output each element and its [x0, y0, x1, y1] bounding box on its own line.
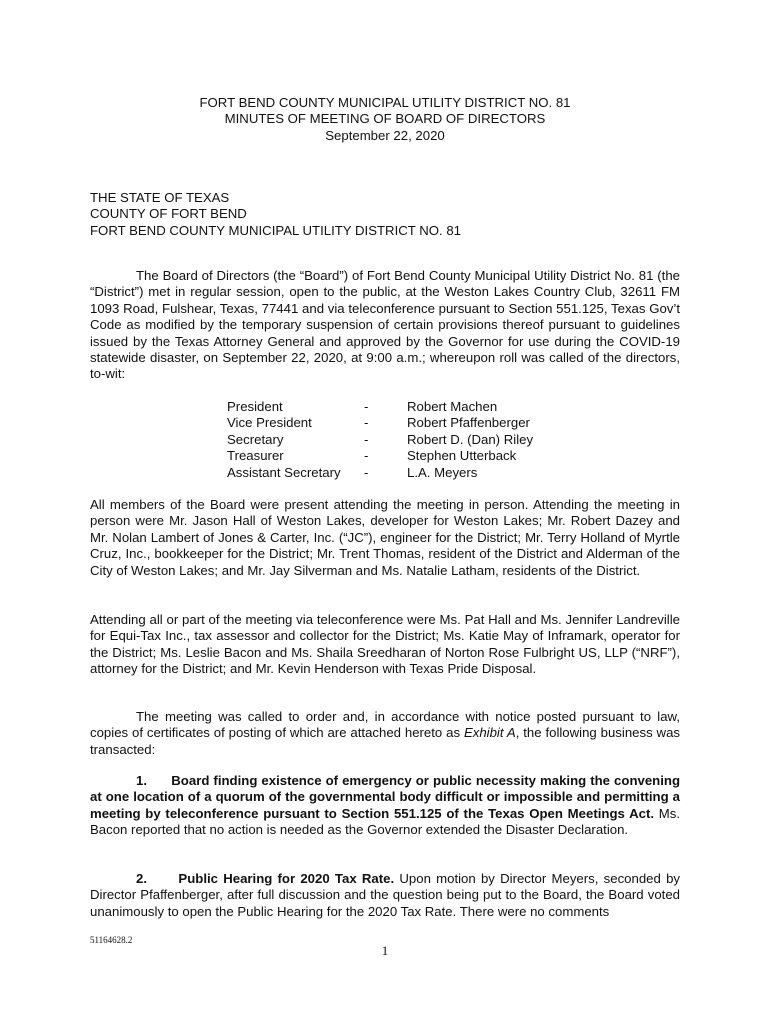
agenda-item-2: [90, 871, 680, 920]
officer-name: Stephen Utterback: [407, 448, 517, 464]
officer-name: L.A. Meyers: [407, 464, 478, 480]
officer-title: Vice President: [227, 415, 312, 431]
exhibit-reference: Exhibit A: [463, 725, 516, 741]
minutes-title: MINUTES OF MEETING OF BOARD OF DIRECTORS: [224, 111, 546, 127]
county-line: COUNTY OF FORT BEND: [90, 206, 247, 222]
document-header: [0, 95, 770, 144]
item-body: Ms. Bacon reported that no action is needed as the Governor extended the Disaster Declaration.: [90, 805, 680, 838]
call-to-order-text-end: , the following business was transacted:: [90, 725, 680, 757]
item-heading: Board finding existence of emergency or public necessity making the convening at one location of a quorum of the governmental body difficult or impossible and permitting a meeting by teleconference pursuant to Section 551.125 of the Texas Open Meetings Act.: [90, 773, 681, 821]
item-heading: Public Hearing for 2020 Tax Rate.: [178, 871, 395, 886]
officer-dash: -: [364, 399, 369, 414]
officer-dash: -: [364, 448, 369, 464]
officer-row: [227, 432, 547, 448]
officer-name: Robert D. (Dan) Riley: [407, 431, 534, 447]
officer-title: Assistant Secretary: [227, 464, 341, 480]
district-line: FORT BEND COUNTY MUNICIPAL UTILITY DISTRICT NO. 81: [90, 222, 462, 238]
meeting-date: September 22, 2020: [325, 127, 445, 143]
jurisdiction-block: [90, 190, 461, 239]
in-person-attendees-paragraph: All members of the Board were present attending the meeting in person. Attending the meeting in person were Mr. Jason Hall of Weston Lakes, developer for Weston Lakes; Mr. Robert Dazey and Mr. Nolan Lambert of Jones & Carter, Inc. (“JC”), engineer for the District; Mr. Terry Holland of Myrtle Cruz, Inc., bookkeeper for the District; Mr. Trent Thomas, resident of the District and Alderman of the City of Weston Lakes; and Mr. Jay Silverman and Ms. Natalie Latham, residents of the District.: [90, 497, 680, 578]
officer-roll: [227, 399, 547, 481]
officer-name: Robert Pfaffenberger: [407, 415, 530, 431]
officer-row: [227, 399, 547, 415]
officer-title: Treasurer: [227, 448, 284, 464]
call-to-order-text: The meeting was called to order and, in accordance with notice posted pursuant to law, copies of certificates of posting of which are attached hereto as: [90, 709, 680, 741]
officer-dash: -: [364, 464, 369, 480]
district-title: FORT BEND COUNTY MUNICIPAL UTILITY DISTRICT NO. 81: [199, 95, 571, 110]
page-number: 1: [381, 943, 389, 958]
state-line: THE STATE OF TEXAS: [90, 190, 230, 205]
officer-row: [227, 415, 547, 431]
officer-dash: -: [364, 431, 369, 447]
item-number: 2.: [136, 871, 147, 886]
document-id: 51164628.2: [90, 935, 133, 945]
item-number: 1.: [136, 773, 147, 788]
officer-name: Robert Machen: [407, 399, 498, 414]
teleconference-attendees-paragraph: Attending all or part of the meeting via teleconference were Ms. Pat Hall and Ms. Jennifer Landreville for Equi-Tax Inc., tax assessor and collector for the District; Ms. Katie May of Inframark, operator for the District; Ms. Leslie Bacon and Ms. Shaila Sreedharan of Norton Rose Fulbright US, LLP (“NRF”), attorney for the District; and Mr. Kevin Henderson with Texas Pride Disposal.: [90, 612, 680, 677]
opening-paragraph: The Board of Directors (the “Board”) of Fort Bend County Municipal Utility District No. 81 (the “District”) met in regular session, open to the public, at the Weston Lakes Country Club, 32611 FM 1093 Road, Fulshear, Texas, 77441 and via teleconference pursuant to Section 551.125, Texas Gov’t Code as modified by the temporary suspension of certain provisions thereof pursuant to guidelines issued by the Texas Attorney General and approved by the Governor for use during the COVID-19 statewide disaster, on September 22, 2020, at 9:00 a.m.; whereupon roll was called of the directors, to-wit:: [90, 268, 680, 382]
officer-title: President: [227, 399, 283, 414]
agenda-item-1: [90, 773, 680, 839]
officer-row: [227, 465, 547, 481]
officer-row: [227, 448, 547, 464]
officer-title: Secretary: [227, 431, 284, 447]
call-to-order-paragraph: [90, 709, 680, 758]
officer-dash: -: [364, 415, 369, 431]
item-body: Upon motion by Director Meyers, seconded by Director Pfaffenberger, after full discussion and the question being put to the Board, the Board voted unanimously to open the Public Hearing for the 2020 Tax Rate. There were no comments: [90, 871, 681, 919]
